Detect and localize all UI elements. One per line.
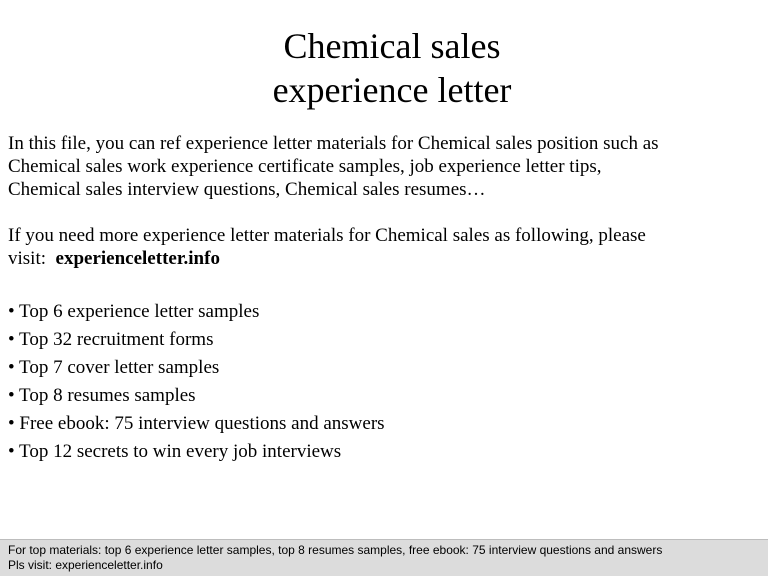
slide-title <box>0 24 768 112</box>
intro-line-3: Chemical sales interview questions, Chemical sales resumes… <box>8 179 486 200</box>
bullet-item: • Top 8 resumes samples <box>8 385 196 406</box>
bullet-item: • Top 32 recruitment forms <box>8 329 214 350</box>
experienceletter-link[interactable]: experienceletter.info <box>55 248 220 269</box>
more-line-2 <box>8 247 764 270</box>
bullet-item: • Top 6 experience letter samples <box>8 301 260 322</box>
footer-line-1: For top materials: top 6 experience letter samples, top 8 resumes samples, free ebook: 75 interview questions and answers <box>8 543 663 557</box>
footer-line-2: Pls visit: experienceletter.info <box>8 558 163 572</box>
title-line-1: Chemical sales <box>283 26 501 66</box>
slide-body <box>8 132 764 270</box>
more-line-1: If you need more experience letter materials for Chemical sales as following, please <box>8 225 646 246</box>
intro-line-2: Chemical sales work experience certificate samples, job experience letter tips, <box>8 156 602 177</box>
bullet-item: • Top 7 cover letter samples <box>8 357 220 378</box>
intro-line-1: In this file, you can ref experience letter materials for Chemical sales position such as <box>8 133 659 154</box>
paragraph-gap <box>8 201 764 224</box>
footer-bar <box>0 539 768 576</box>
bullet-item: • Free ebook: 75 interview questions and answers <box>8 413 385 434</box>
visit-label: visit: <box>8 248 47 269</box>
title-line-2: experience letter <box>272 70 512 110</box>
bullet-item: • Top 12 secrets to win every job interviews <box>8 441 342 462</box>
bullet-list <box>8 298 764 466</box>
